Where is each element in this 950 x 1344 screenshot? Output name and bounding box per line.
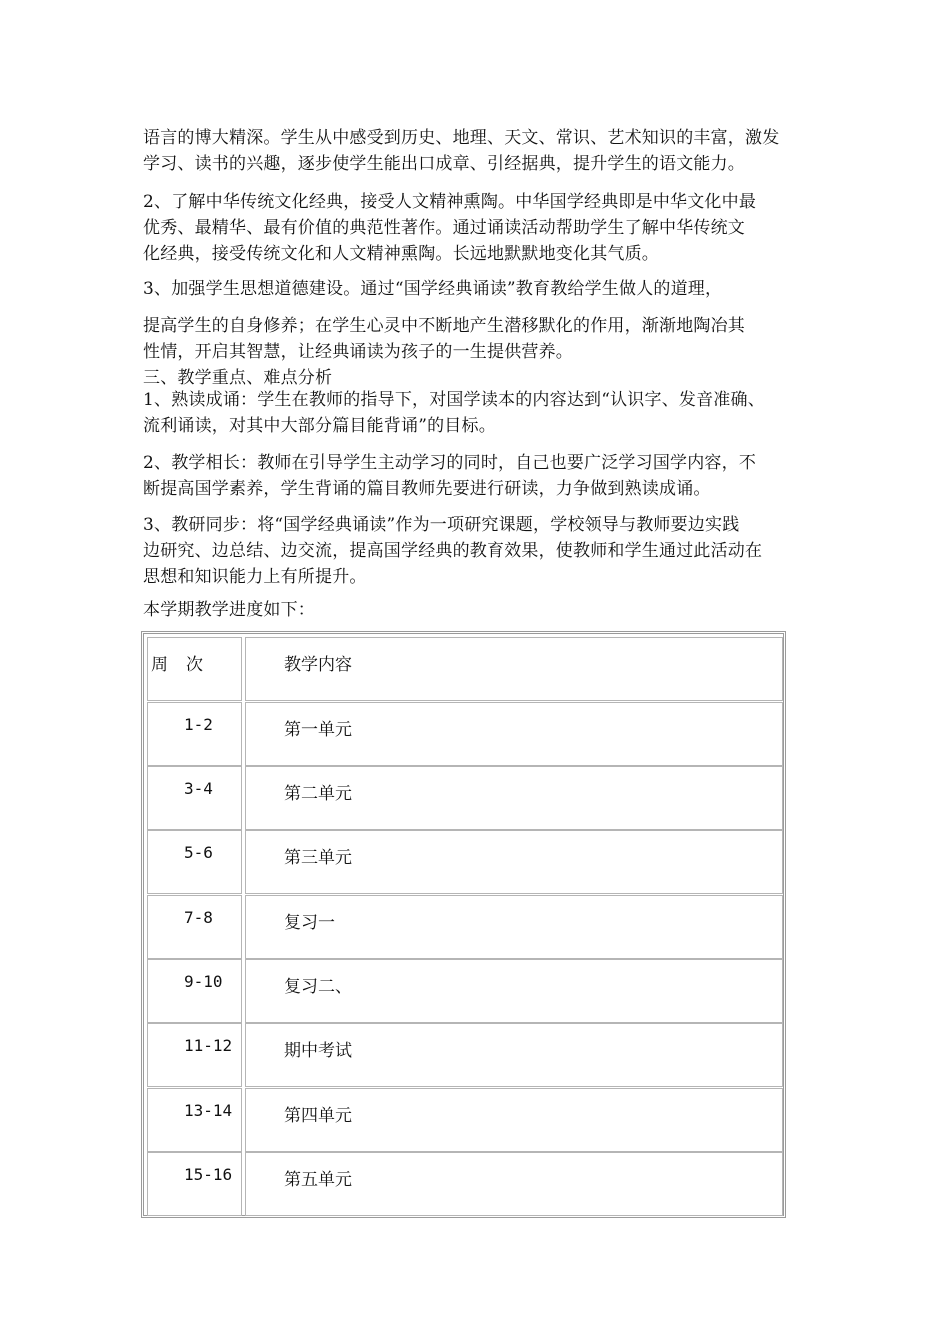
week-value: 15-16 <box>184 1165 233 1184</box>
week-cell <box>147 766 242 830</box>
paragraph-research-sync <box>143 512 813 590</box>
week-value: 5-6 <box>184 843 213 862</box>
table-row <box>147 1152 783 1216</box>
week-cell <box>147 1023 242 1087</box>
table-row <box>147 895 783 959</box>
text-line: 断提高国学素养，学生背诵的篇目教师先要进行研读，力争做到熟读成诵。 <box>143 479 711 499</box>
paragraph-objective-2 <box>143 189 813 267</box>
week-cell <box>147 702 242 766</box>
content-value: 第五单元 <box>284 1170 352 1190</box>
text-line: 性情，开启其智慧，让经典诵读为孩子的一生提供营养。 <box>143 342 573 362</box>
content-value: 复习一 <box>284 913 335 933</box>
content-cell <box>245 895 783 959</box>
text-line: 3、加强学生思想道德建设。通过“国学经典诵读”教育教给学生做人的道理， <box>143 279 723 299</box>
content-value: 第一单元 <box>284 720 352 740</box>
week-value: 3-4 <box>184 779 213 798</box>
week-value: 11-12 <box>184 1036 233 1055</box>
text-line: 1、熟读成诵：学生在教师的指导下，对国学读本的内容达到“认识字、发音准确、 <box>143 390 765 410</box>
table-row <box>147 1023 783 1087</box>
schedule-table <box>141 631 786 1218</box>
content-cell <box>245 766 783 830</box>
header-cell-week <box>147 637 242 701</box>
header-cell-content <box>245 637 783 701</box>
content-cell <box>245 830 783 894</box>
text-line: 思想和知识能力上有所提升。 <box>143 567 367 587</box>
paragraph-objective-3 <box>143 276 813 302</box>
week-value: 1-2 <box>184 715 213 734</box>
header-content-label: 教学内容 <box>284 655 352 675</box>
text-line: 学习、读书的兴趣，逐步使学生能出口成章、引经据典，提升学生的语文能力。 <box>143 154 745 174</box>
paragraph-teaching-mutual <box>143 450 813 502</box>
content-value: 第四单元 <box>284 1106 352 1126</box>
text-line: 边研究、边总结、边交流，提高国学经典的教育效果，使教师和学生通过此活动在 <box>143 541 763 561</box>
week-cell <box>147 1152 242 1216</box>
table-row <box>147 766 783 830</box>
text-line: 语言的博大精深。学生从中感受到历史、地理、天文、常识、艺术知识的丰富，激发 <box>143 128 780 148</box>
week-cell <box>147 830 242 894</box>
content-cell <box>245 1023 783 1087</box>
week-value: 13-14 <box>184 1101 233 1120</box>
week-cell <box>147 959 242 1023</box>
text-line: 化经典，接受传统文化和人文精神熏陶。长远地默默地变化其气质。 <box>143 244 659 264</box>
text-line: 优秀、最精华、最有价值的典范性著作。通过诵读活动帮助学生了解中华传统文 <box>143 218 745 238</box>
paragraph-objective-1-continued <box>143 125 813 177</box>
week-cell <box>147 1088 242 1152</box>
week-value: 7-8 <box>184 908 213 927</box>
table-header-row <box>147 637 783 701</box>
content-value: 期中考试 <box>284 1041 352 1061</box>
section-heading: 三、教学重点、难点分析 <box>143 368 333 388</box>
paragraph-schedule-intro <box>143 597 813 623</box>
table-row <box>147 830 783 894</box>
table-row <box>147 702 783 766</box>
text-line: 3、教研同步：将“国学经典诵读”作为一项研究课题，学校领导与教师要边实践 <box>143 515 740 535</box>
text-line: 流利诵读，对其中大部分篇目能背诵”的目标。 <box>143 416 496 436</box>
content-value: 复习二、 <box>284 977 352 997</box>
week-cell <box>147 895 242 959</box>
content-cell <box>245 959 783 1023</box>
content-cell <box>245 702 783 766</box>
content-value: 第三单元 <box>284 848 352 868</box>
week-value: 9-10 <box>184 972 223 991</box>
paragraph-key-points <box>143 313 813 439</box>
content-cell <box>245 1088 783 1152</box>
text-line: 提高学生的自身修养；在学生心灵中不断地产生潜移默化的作用，渐渐地陶冶其 <box>143 316 745 336</box>
table-row <box>147 1088 783 1152</box>
content-value: 第二单元 <box>284 784 352 804</box>
header-week-label: 周次 <box>151 655 221 675</box>
content-cell <box>245 1152 783 1216</box>
table-row <box>147 959 783 1023</box>
text-line: 2、教学相长：教师在引导学生主动学习的同时，自己也要广泛学习国学内容，不 <box>143 453 757 473</box>
text-line: 本学期教学进度如下： <box>143 600 315 620</box>
text-line: 2、了解中华传统文化经典，接受人文精神熏陶。中华国学经典即是中华文化中最 <box>143 192 757 212</box>
